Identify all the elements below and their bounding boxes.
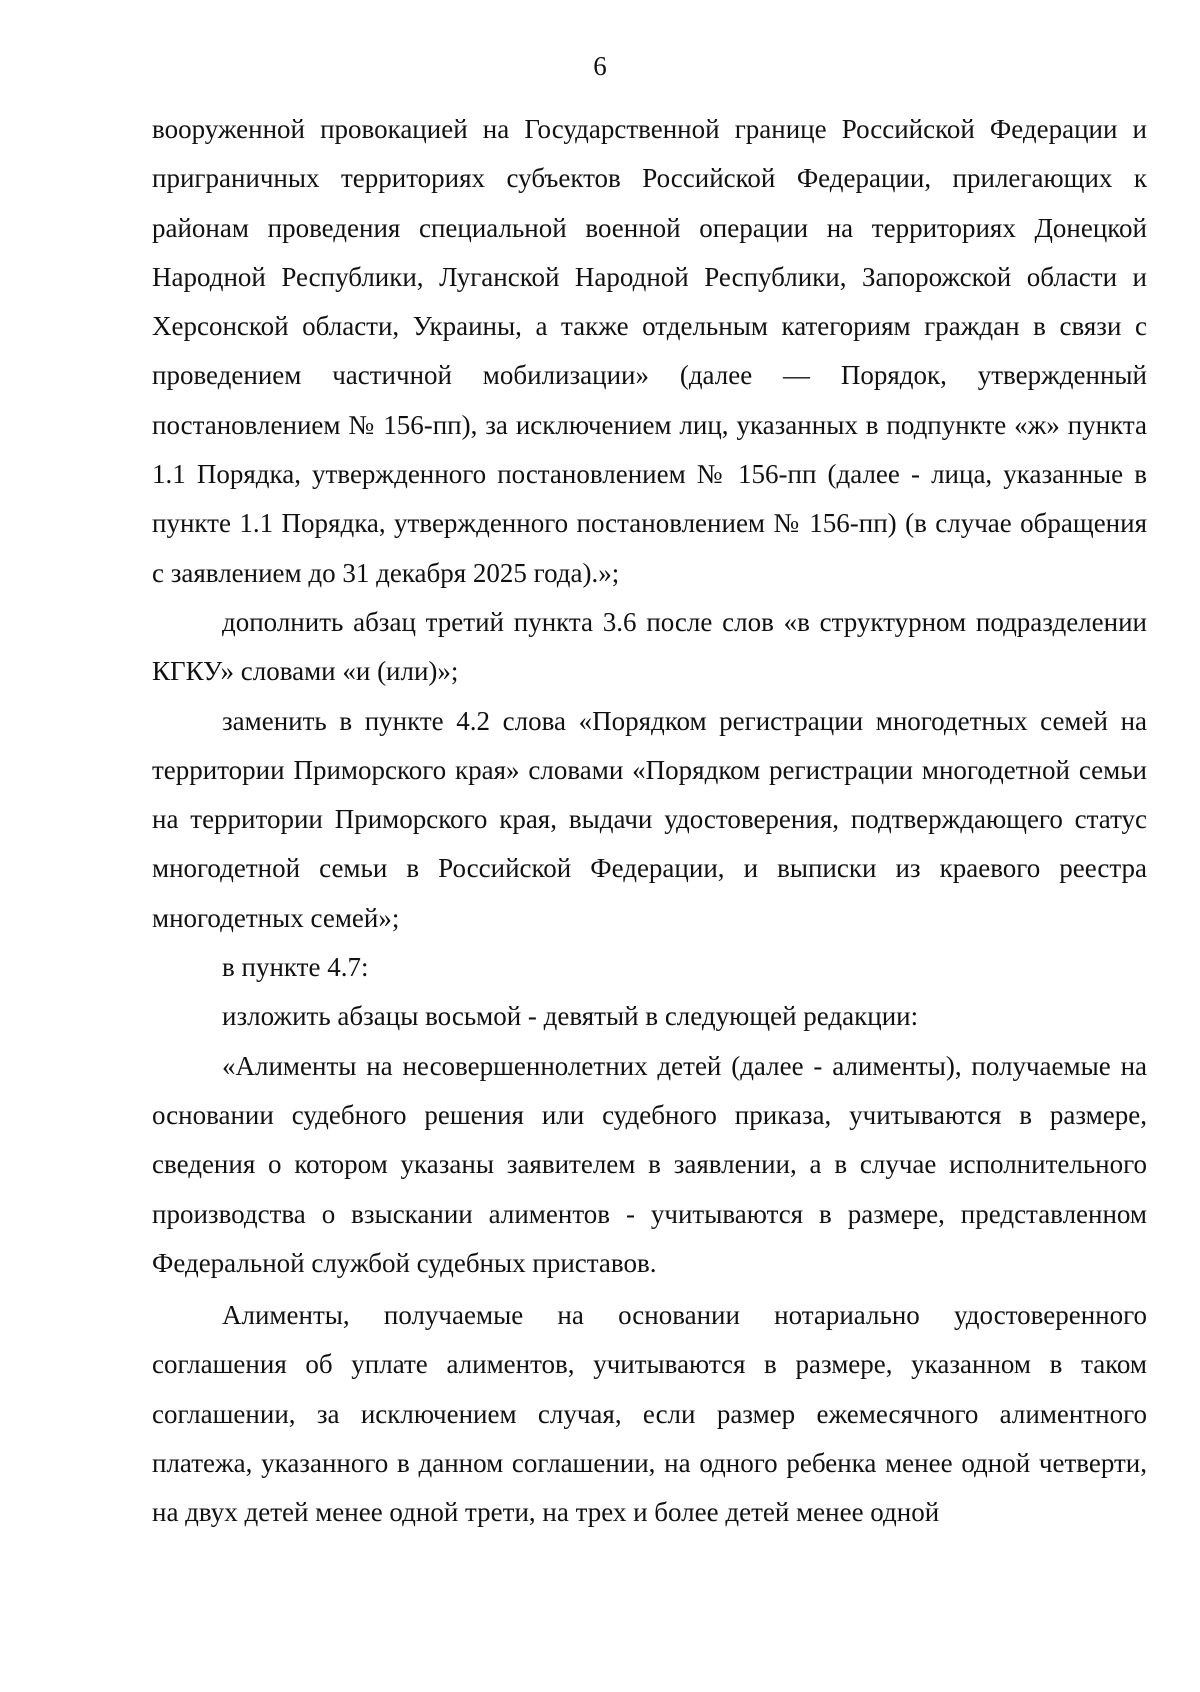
paragraph-amend-3-6: дополнить абзац третий пункта 3.6 после слов «в структурном подразделении КГКУ» словами «и (или)»; <box>152 606 1147 687</box>
paragraph-point-4-7: в пункте 4.7: <box>222 952 369 983</box>
document-body <box>152 105 1147 1538</box>
paragraph-alimony-court: «Алименты на несовершеннолетних детей (далее - алименты), получаемые на основании судебного решения или судебного приказа, учитываются в размере, сведения о котором указаны заявителем в заявлении, а в случае исполнительного производства о взыскании алиментов - учитываются в размере, представленном Федеральной службой судебных приставов. <box>152 1050 1147 1278</box>
paragraph-restate-paragraphs: изложить абзацы восьмой - девятый в следующей редакции: <box>222 1001 919 1032</box>
paragraph-amend-4-2: заменить в пункте 4.2 слова «Порядком регистрации многодетных семей на территории Приморского края» словами «Порядком регистрации многодетной семьи на территории Приморского края, выдачи удостоверения, подтверждающего статус многодетной семьи в Российской Федерации, и выписки из краевого реестра многодетных семей»; <box>152 705 1147 933</box>
paragraph-continuation: вооруженной провокацией на Государственной границе Российской Федерации и приграничных территориях субъектов Российской Федерации, прилегающих к районам проведения специальной военной операции на территориях Донецкой Народной Республики, Луганской Народной Республики, Запорожской области и Херсонской области, Украины, а также отдельным категориям граждан в связи с проведением частичной мобилизации» (далее — Порядок, утвержденный постановлением № 156-пп), за исключением лиц, указанных в подпункте «ж» пункта 1.1 Порядка, утвержденного постановлением № 156-пп (далее - лица, указанные в пункте 1.1 Порядка, утвержденного постановлением № 156-пп) (в случае обращения с заявлением до 31 декабря 2025 года).»; <box>152 114 1147 588</box>
paragraph-alimony-notarial: Алименты, получаемые на основании нотариально удостоверенного соглашения об уплате алиментов, учитываются в размере, указанном в таком соглашении, за исключением случая, если размер ежемесячного алиментного платежа, указанного в данном соглашении, на одного ребенка менее одной четверти, на двух детей менее одной трети, на трех и более детей менее одной <box>152 1300 1147 1528</box>
page-number: 6 <box>593 51 607 81</box>
